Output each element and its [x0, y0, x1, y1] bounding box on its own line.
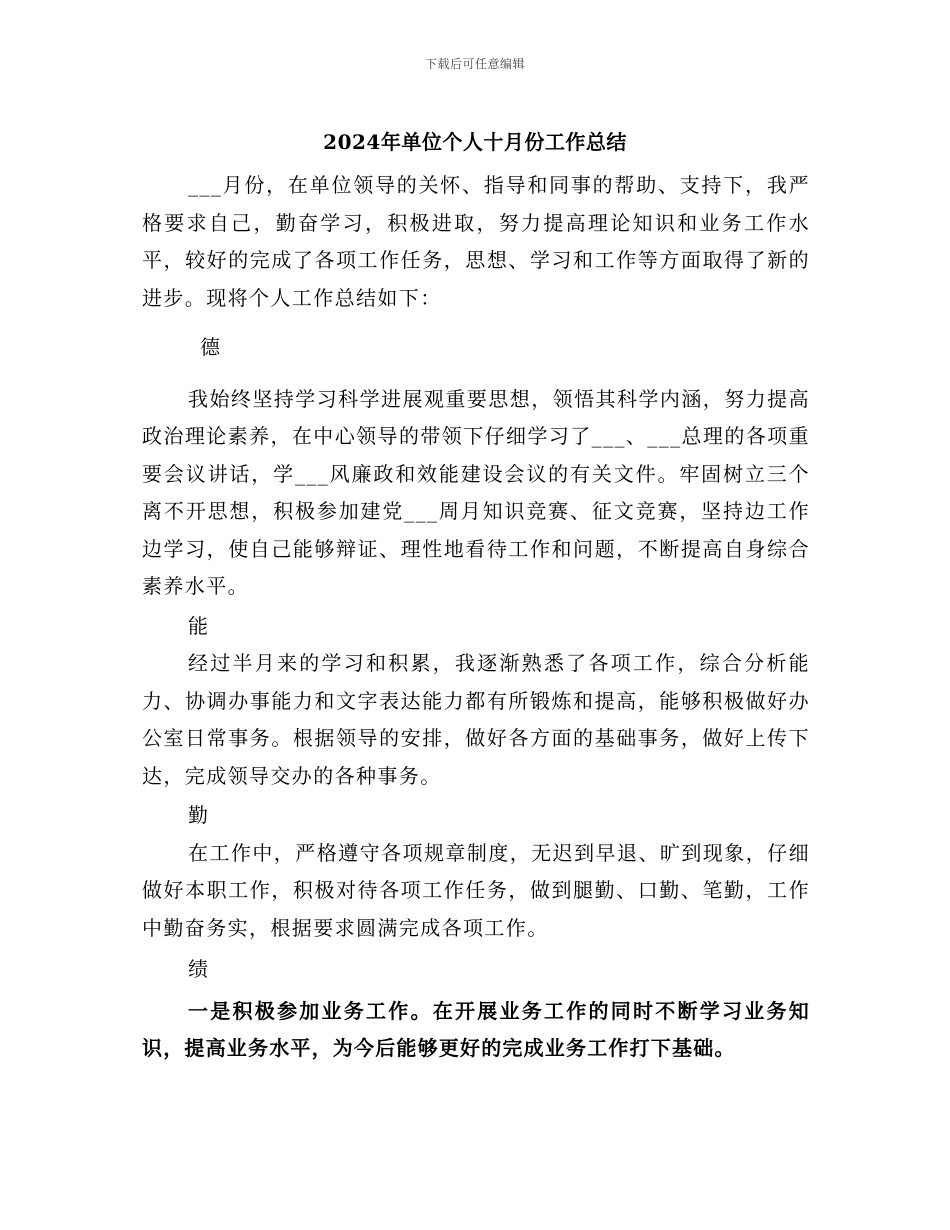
- section-body-qin: 在工作中，严格遵守各项规章制度，无迟到早退、旷到现象，仔细做好本职工作，积极对待各项工作任务，做到腿勤、口勤、笔勤，工作中勤奋务实，根据要求圆满完成各项工作。: [142, 840, 810, 940]
- header-note: 下载后可任意编辑: [424, 57, 525, 71]
- intro-paragraph: ___月份，在单位领导的关怀、指导和同事的帮助、支持下，我严格要求自己，勤奋学习，积极进取，努力提高理论知识和业务工作水平，较好的完成了各项工作任务，思想、学习和工作等方面取得了新的进步。现将个人工作总结如下：: [142, 173, 810, 310]
- section-body-de: 我始终坚持学习科学进展观重要思想，领悟其科学内涵，努力提高政治理论素养，在中心领导的带领下仔细学习了___、___总理的各项重要会议讲话，学___风廉政和效能建设会议的有关文件。牢固树立三个离不开思想，积极参加建党___周月知识竞赛、征文竞赛，坚持边工作边学习，使自己能够辩证、理性地看待工作和问题，不断提高自身综合素养水平。: [142, 386, 810, 598]
- section-heading-ji: 绩: [188, 957, 209, 981]
- section-heading-neng: 能: [188, 613, 209, 638]
- section-heading-qin: 勤: [188, 803, 209, 827]
- document-title: 2024年单位个人十月份工作总结: [323, 130, 627, 154]
- document-body: [142, 167, 810, 1068]
- section-body-neng: 经过半月来的学习和积累，我逐渐熟悉了各项工作，综合分析能力、协调办事能力和文字表达能力都有所锻炼和提高，能够积极做好办公室日常事务。根据领导的安排，做好各方面的基础事务，做好上传下达，完成领导交办的各种事务。: [142, 651, 810, 788]
- section-body-ji: 一是积极参加业务工作。在开展业务工作的同时不断学习业务知识，提高业务水平，为今后能够更好的完成业务工作打下基础。: [142, 998, 810, 1060]
- section-heading-de: 德: [200, 335, 221, 359]
